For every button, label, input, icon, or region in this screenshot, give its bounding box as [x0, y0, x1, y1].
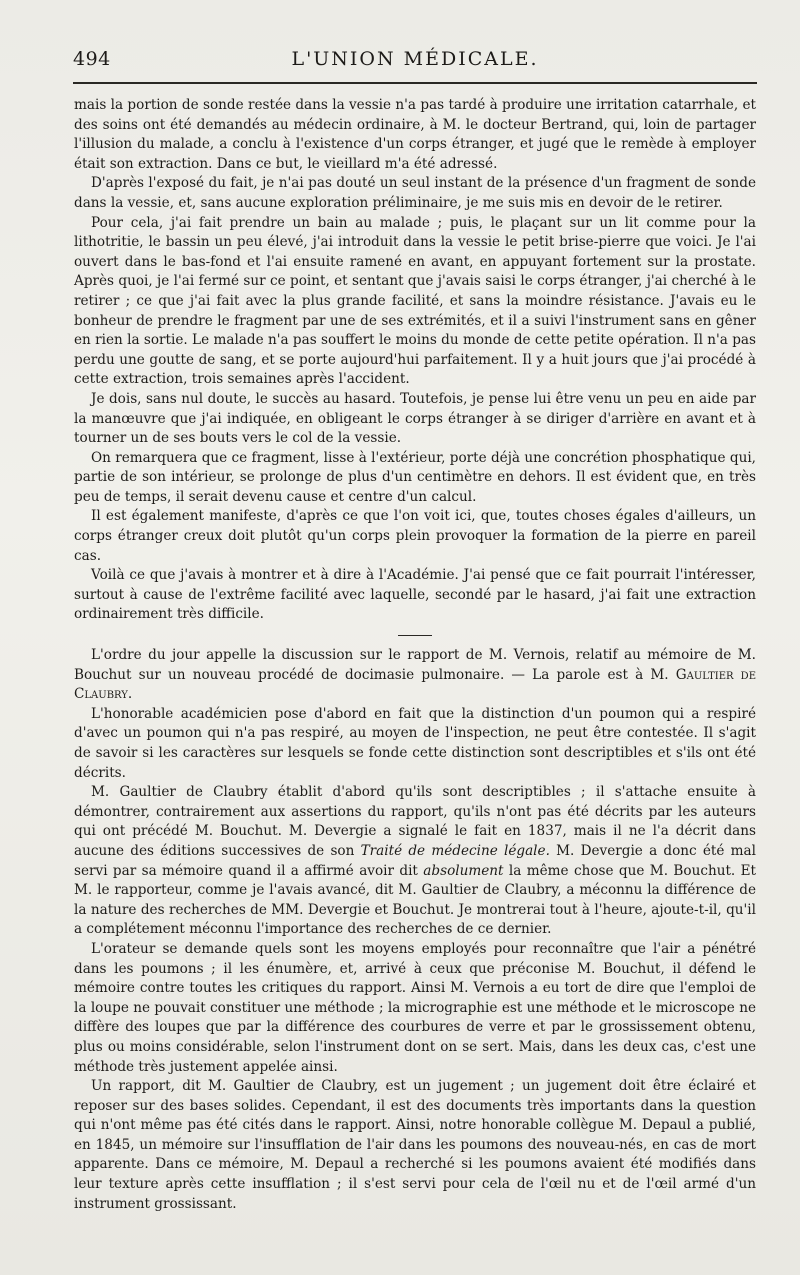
paragraph-6: Il est également manifeste, d'après ce que l'on voit ici, que, toutes choses égales d'ailleurs, un corps étranger creux doit plutôt qu'un corps plein provoquer la formation de la pierre en pareil cas.: [74, 508, 756, 564]
order-of-day-paragraph: [74, 646, 756, 705]
emphasis-word: absolument: [423, 862, 504, 879]
page-header: [73, 44, 757, 74]
paragraph-7: Voilà ce que j'avais à montrer et à dire à l'Académie. J'ai pensé que ce fait pourrait l'intéresser, surtout à cause de l'extrême facilité avec laquelle, secondé par le hasard, j'ai fait une extraction ordinairement très difficile.: [74, 567, 756, 623]
paragraph-5: On remarquera que ce fragment, lisse à l'extérieur, porte déjà une concrétion phosphatique qui, partie de son intérieur, se prolonge de plus d'un centimètre en dehors. Il est évident que, en très peu de temps, il serait devenu cause et centre d'un calcul.: [74, 449, 756, 505]
speaker-name: Gaultier de Claubry.: [74, 666, 756, 703]
paragraph-3: Pour cela, j'ai fait prendre un bain au malade ; puis, le plaçant sur un lit comme pour la lithotritie, le bassin un peu élevé, j'ai introduit dans la vessie le petit brise-pierre que voici. Je l'ai ouvert dans le bas-fond et l'ai ensuite ramené en avant, en appuyant fortement sur la prostate. Après quoi, je l'ai fermé sur ce point, et sentant que j'avais saisi le corps étranger, j'ai cherché à le retirer ; ce que j'ai fait avec la plus grande facilité, et sans la moindre résistance. J'avais eu le bonheur de prendre le fragment par une de ses extrémités, et il a suivi l'instrument sans en gêner en rien la sortie. Le malade n'a pas souffert le moins du monde de cette petite opération. Il n'a pas perdu une goutte de sang, et se porte aujourd'hui parfaitement. Il y a huit jours que j'ai procédé à cette extraction, trois semaines après l'accident.: [74, 214, 756, 388]
section-divider: [398, 635, 432, 636]
paragraph-1: mais la portion de sonde restée dans la vessie n'a pas tardé à produire une irritation catarrhale, et des soins ont été demandés au médecin ordinaire, à M. le docteur Bertrand, qui, loin de partager l'illusion du malade, a conclu à l'existence d'un corps étranger, et jugé que le remède à employer était son extraction. Dans ce but, le vieillard m'a été adressé.: [74, 97, 756, 172]
paragraph-4: Je dois, sans nul doute, le succès au hasard. Toutefois, je pense lui être venu un peu en aide par la manœuvre que j'ai indiquée, en obligeant le corps étranger à se diriger d'arrière en avant et à tourner un de ses bouts vers le col de la vessie.: [74, 390, 756, 447]
journal-title: L'UNION MÉDICALE.: [291, 48, 539, 70]
book-title: Traité de médecine légale.: [360, 842, 550, 859]
gaultier-text-2: M. Devergie a donc été mal servi par sa mémoire quand il a affirmé avoir dit: [74, 842, 757, 879]
page-number: 494: [73, 48, 111, 70]
gaultier-text-1: M. Gaultier de Claubry établit d'abord qu'ils sont descriptibles ; il s'attache ensuite à démontrer, contrairement aux assertions du rapport, qu'ils n'ont pas été décrits par les auteurs qui ont précédé M. Bouchut. M. Devergie a signalé le fait en 1837, mais il ne l'a décrit dans aucune des éditions successives de son: [74, 784, 756, 859]
paragraph-rapport: Un rapport, dit M. Gaultier de Claubry, est un jugement ; un jugement doit être éclairé et reposer sur des bases solides. Cependant, il est des documents très importants dans la question qui n'ont même pas été cités dans le rapport. Ainsi, notre honorable collègue M. Depaul a publié, en 1845, un mémoire sur l'insufflation de l'air dans les poumons des nouveau-nés, en cas de mort apparente. Dans ce mémoire, M. Depaul a recherché si les poumons avaient été modifiés dans leur texture après cette insufflation ; il s'est servi pour cela de l'œil nu et de l'œil armé d'un instrument grossissant.: [74, 1078, 756, 1212]
article-body: [74, 96, 756, 1214]
paragraph-orateur: L'orateur se demande quels sont les moyens employés pour reconnaître que l'air a pénétré dans les poumons ; il les énumère, et, arrivé à ceux que préconise M. Bouchut, il défend le mémoire contre toutes les critiques du rapport. Ainsi M. Vernois a eu tort de dire que l'emploi de la loupe ne pouvait constituer une méthode ; la micrographie est une méthode et le microscope ne diffère des loupes que par la différence des courbures de verre et par le grossissement obtenu, plus ou moins considérable, selon l'instrument dont on se sert. Mais, dans les deux cas, c'est une méthode très justement appelée ainsi.: [74, 940, 756, 1075]
paragraph-honorable: L'honorable académicien pose d'abord en fait que la distinction d'un poumon qui a respiré d'avec un poumon qui n'a pas respiré, au moyen de l'inspection, ne peut être contestée. Il s'agit de savoir si les caractères sur lesquels se fonde cette distinction sont descriptibles et s'ils ont été décrits.: [74, 705, 756, 781]
header-rule: [73, 82, 757, 84]
paragraph-2: D'après l'exposé du fait, je n'ai pas douté un seul instant de la présence d'un fragment de sonde dans la vessie, et, sans aucune exploration préliminaire, je me suis mis en devoir de le retirer.: [74, 175, 756, 211]
paragraph-gaultier: [74, 783, 756, 940]
order-of-day-text: L'ordre du jour appelle la discussion sur le rapport de M. Vernois, relatif au mémoire de M. Bouchut sur un nouveau procédé de docimasie pulmonaire. — La parole est à M.: [74, 647, 756, 683]
gaultier-text-3: la même chose que M. Bouchut. Et M. le rapporteur, comme je l'avais avancé, dit M. Gaultier de Claubry, a méconnu la différence de la nature des recherches de MM. Devergie et Bouchut. Je montrerai tout à l'heure, ajoute-t-il, qu'il a complétement méconnu l'importance des recherches de ce dernier.: [74, 862, 757, 938]
